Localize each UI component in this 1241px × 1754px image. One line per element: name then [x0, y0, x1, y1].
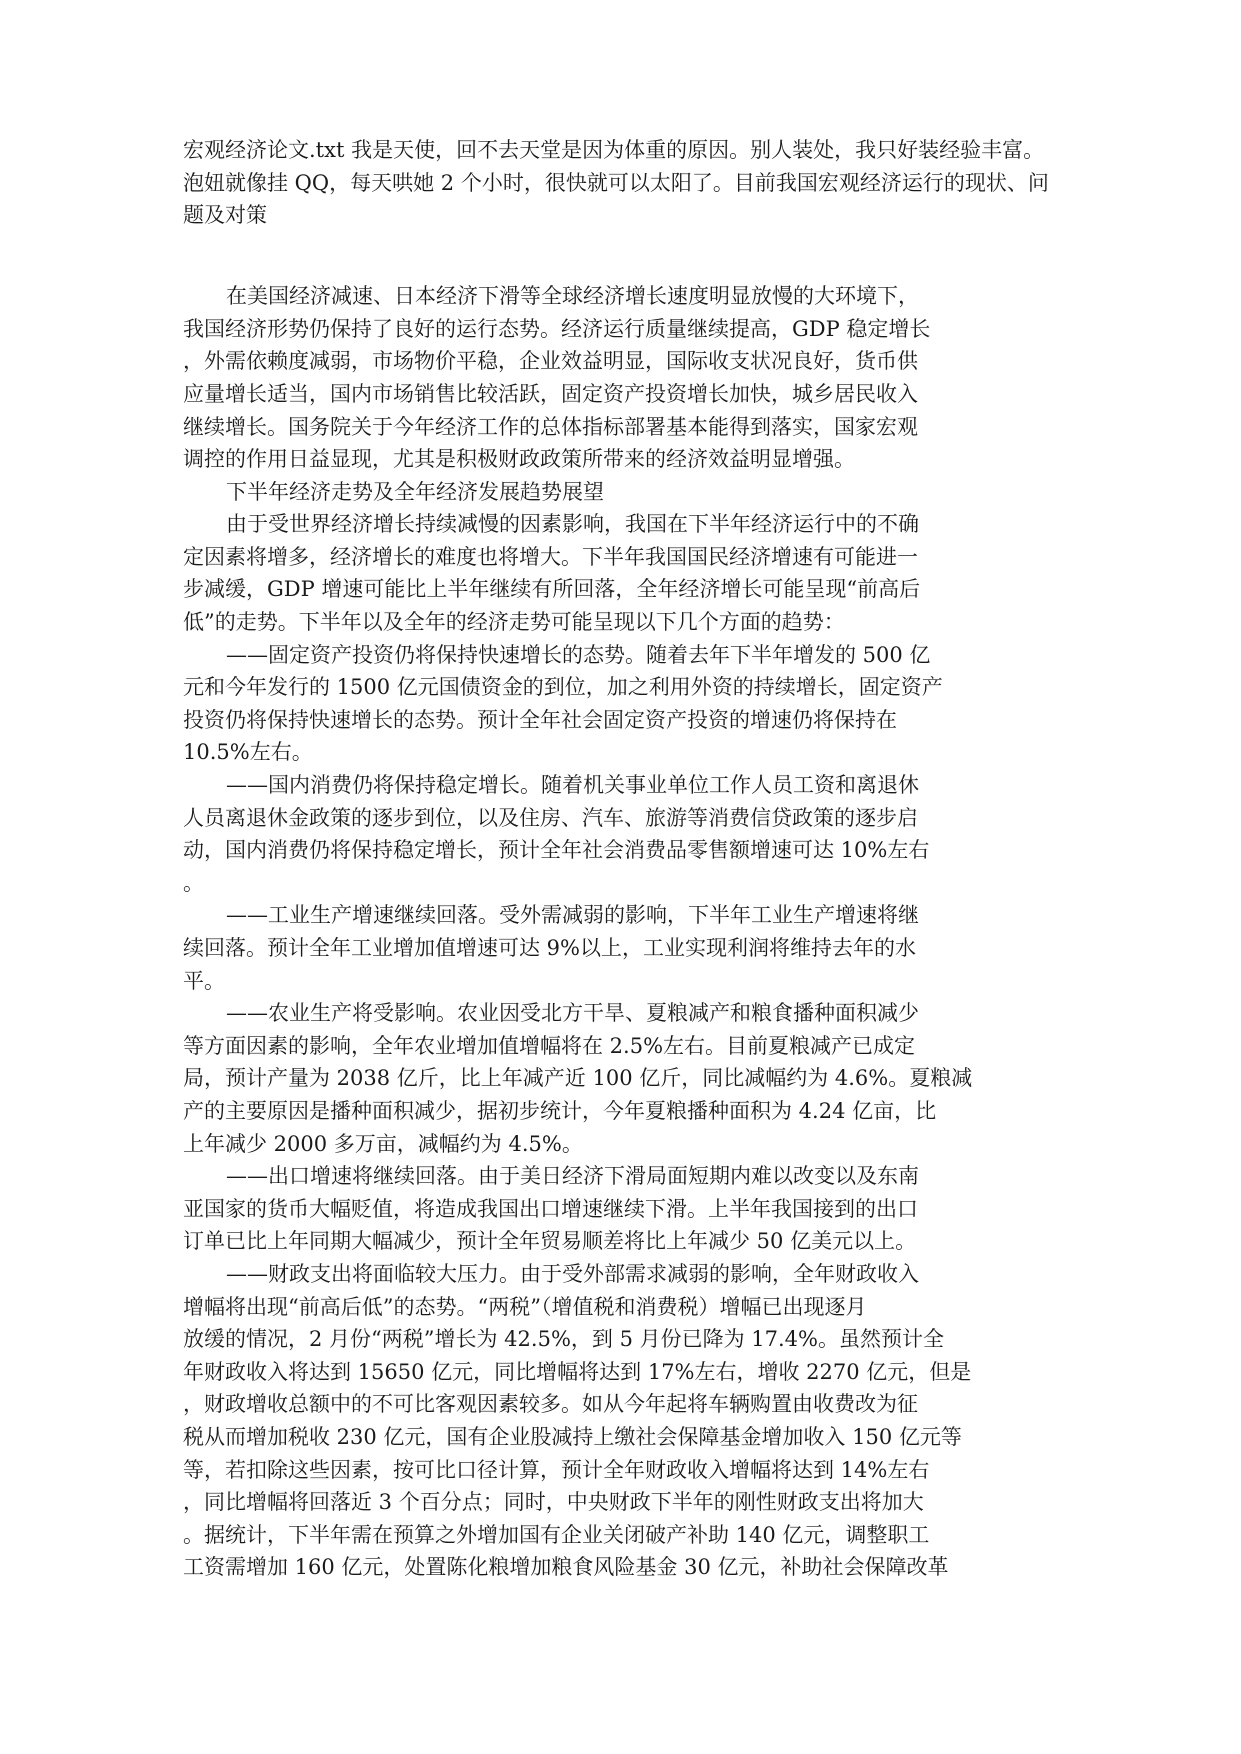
- body-line-18: 动，国内消费仍将保持稳定增长，预计全年社会消费品零售额增速可达 10%左右: [183, 838, 930, 862]
- body-line-22: 平。: [183, 969, 225, 993]
- header-line-3: 题及对策: [183, 203, 267, 227]
- body-line-15: 10.5%左右。: [183, 740, 313, 764]
- body-line-29: 亚国家的货币大幅贬值，将造成我国出口增速继续下滑。上半年我国接到的出口: [183, 1197, 918, 1221]
- body-line-38: ，同比增幅将回落近 3 个百分点；同时，中央财政下半年的刚性财政支出将加大: [183, 1490, 924, 1514]
- body-line-36: 税从而增加税收 230 亿元，国有企业股减持上缴社会保障基金增加收入 150 亿元等: [183, 1425, 962, 1449]
- body-line-4: 应量增长适当，国内市场销售比较活跃，固定资产投资增长加快，城乡居民收入: [183, 382, 918, 406]
- body-line-13: 元和今年发行的 1500 亿元国债资金的到位，加之利用外资的持续增长，固定资产: [183, 675, 943, 699]
- body-line-5: 继续增长。国务院关于今年经济工作的总体指标部署基本能得到落实，国家宏观: [183, 415, 918, 439]
- body-line-24: 等方面因素的影响，全年农业增加值增幅将在 2.5%左右。目前夏粮减产已成定: [183, 1034, 916, 1058]
- body-line-23: ——农业生产将受影响。农业因受北方干旱、夏粮减产和粮食播种面积减少: [226, 1001, 919, 1025]
- body-line-3: ，外需依赖度减弱，市场物价平稳，企业效益明显，国际收支状况良好，货币供: [183, 349, 918, 373]
- body-line-33: 放缓的情况，2 月份“两税”增长为 42.5%，到 5 月份已降为 17.4%。虽然预计全: [183, 1327, 944, 1351]
- body-line-10: 步减缓，GDP 增速可能比上半年继续有所回落，全年经济增长可能呈现“前高后: [183, 577, 921, 601]
- body-line-16: ——国内消费仍将保持稳定增长。随着机关事业单位工作人员工资和离退休: [226, 773, 919, 797]
- header-line-2: 泡妞就像挂 QQ，每天哄她 2 个小时，很快就可以太阳了。目前我国宏观经济运行的现状、问: [183, 171, 1049, 195]
- body-line-30: 订单已比上年同期大幅减少，预计全年贸易顺差将比上年减少 50 亿美元以上。: [183, 1229, 917, 1253]
- body-line-35: ，财政增收总额中的不可比客观因素较多。如从今年起将车辆购置由收费改为征: [183, 1392, 918, 1416]
- header-line-1: 宏观经济论文.txt 我是天使，回不去天堂是因为体重的原因。别人装处，我只好装经验丰富。: [183, 138, 1045, 162]
- body-line-14: 投资仍将保持快速增长的态势。预计全年社会固定资产投资的增速仍将保持在: [183, 708, 897, 732]
- body-line-34: 年财政收入将达到 15650 亿元，同比增幅将达到 17%左右，增收 2270 亿元，但是: [183, 1360, 972, 1384]
- body-line-17: 人员离退休金政策的逐步到位，以及住房、汽车、旅游等消费信贷政策的逐步启: [183, 806, 918, 830]
- body-line-19: 。: [183, 871, 204, 895]
- section-heading: 下半年经济走势及全年经济发展趋势展望: [226, 480, 604, 504]
- body-line-28: ——出口增速将继续回落。由于美日经济下滑局面短期内难以改变以及东南: [226, 1164, 919, 1188]
- body-line-8: 由于受世界经济增长持续减慢的因素影响，我国在下半年经济运行中的不确: [226, 512, 919, 536]
- body-line-2: 我国经济形势仍保持了良好的运行态势。经济运行质量继续提高，GDP 稳定增长: [183, 317, 931, 341]
- body-line-1: 在美国经济减速、日本经济下滑等全球经济增长速度明显放慢的大环境下，: [226, 284, 919, 308]
- body-line-12: ——固定资产投资仍将保持快速增长的态势。随着去年下半年增发的 500 亿: [226, 643, 931, 667]
- body-line-26: 产的主要原因是播种面积减少，据初步统计，今年夏粮播种面积为 4.24 亿亩，比: [183, 1099, 937, 1123]
- body-line-25: 局，预计产量为 2038 亿斤，比上年减产近 100 亿斤，同比减幅约为 4.6%。夏粮减: [183, 1066, 973, 1090]
- body-line-31: ——财政支出将面临较大压力。由于受外部需求减弱的影响，全年财政收入: [226, 1262, 919, 1286]
- body-line-21: 续回落。预计全年工业增加值增速可达 9%以上，工业实现利润将维持去年的水: [183, 936, 916, 960]
- body-line-9: 定因素将增多，经济增长的难度也将增大。下半年我国国民经济增速有可能进一: [183, 545, 918, 569]
- body-line-20: ——工业生产增速继续回落。受外需减弱的影响，下半年工业生产增速将继: [226, 903, 919, 927]
- body-line-40: 工资需增加 160 亿元，处置陈化粮增加粮食风险基金 30 亿元，补助社会保障改革: [183, 1555, 949, 1579]
- body-line-6: 调控的作用日益显现，尤其是积极财政政策所带来的经济效益明显增强。: [183, 447, 855, 471]
- body-line-39: 。据统计，下半年需在预算之外增加国有企业关闭破产补助 140 亿元，调整职工: [183, 1523, 930, 1547]
- body-line-37: 等，若扣除这些因素，按可比口径计算，预计全年财政收入增幅将达到 14%左右: [183, 1458, 930, 1482]
- body-line-11: 低”的走势。下半年以及全年的经济走势可能呈现以下几个方面的趋势：: [183, 610, 845, 634]
- body-line-32: 增幅将出现“前高后低”的态势。“两税”（增值税和消费税）增幅已出现逐月: [183, 1295, 867, 1319]
- body-line-27: 上年减少 2000 多万亩，减幅约为 4.5%。: [183, 1132, 583, 1156]
